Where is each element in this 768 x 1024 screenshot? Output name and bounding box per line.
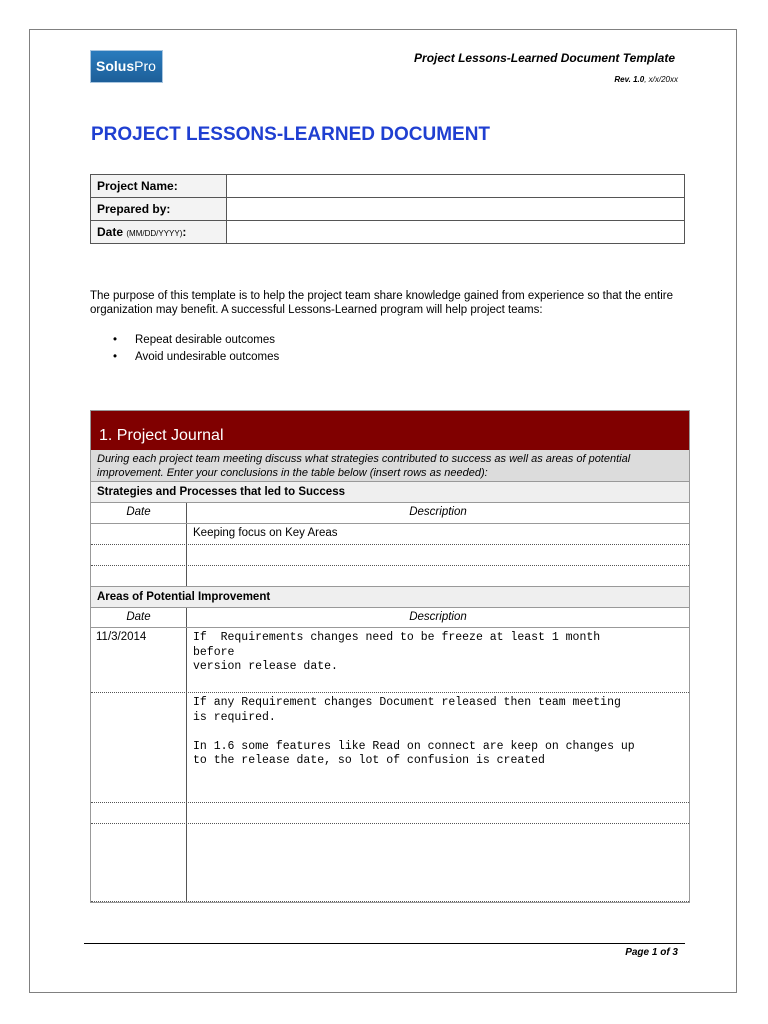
success-description-header: Description bbox=[409, 506, 467, 518]
table-row bbox=[91, 628, 689, 693]
prepared-by-label: Prepared by: bbox=[91, 198, 227, 221]
purpose-paragraph: The purpose of this template is to help the project team share knowledge gained from experience so that the entire organization may benefit. A successful Lessons-Learned program will help project teams: bbox=[90, 290, 674, 316]
project-name-field[interactable] bbox=[227, 175, 685, 198]
row-description-cell[interactable] bbox=[187, 803, 689, 823]
bullet-text: Avoid undesirable outcomes bbox=[135, 351, 280, 363]
row-description-cell[interactable]: Keeping focus on Key Areas bbox=[193, 527, 338, 539]
date-row bbox=[91, 221, 685, 244]
row-description-cell[interactable] bbox=[187, 545, 689, 565]
journal-heading: 1. Project Journal bbox=[91, 411, 689, 450]
outcome-bullet-list bbox=[113, 332, 279, 366]
success-date-header: Date bbox=[91, 503, 187, 523]
template-title: Project Lessons-Learned Document Template bbox=[414, 51, 675, 65]
prepared-by-field[interactable] bbox=[227, 198, 685, 221]
bullet-icon: • bbox=[113, 334, 118, 346]
row-date-cell[interactable] bbox=[91, 524, 187, 544]
row-description-cell[interactable] bbox=[187, 566, 689, 586]
table-row bbox=[91, 545, 689, 566]
row-description-cell[interactable] bbox=[187, 824, 689, 901]
revision-date: , x/x/20xx bbox=[644, 75, 678, 84]
project-journal-table bbox=[90, 410, 690, 903]
table-row bbox=[91, 566, 689, 587]
date-field[interactable] bbox=[227, 221, 685, 244]
logo-accent-text: Pro bbox=[134, 58, 156, 74]
row-date-cell[interactable] bbox=[91, 803, 187, 823]
bullet-icon: • bbox=[113, 351, 118, 363]
bullet-item bbox=[113, 349, 279, 366]
project-name-label: Project Name: bbox=[91, 175, 227, 198]
bullet-item bbox=[113, 332, 279, 349]
row-date-cell[interactable] bbox=[91, 824, 187, 901]
row-description-cell[interactable]: If Requirements changes need to be freeze at least 1 month before version release date. bbox=[193, 631, 601, 673]
date-format-hint: (MM/DD/YYYY) bbox=[126, 229, 183, 238]
improvement-column-headers bbox=[91, 608, 689, 628]
project-name-row bbox=[91, 175, 685, 198]
journal-instructions: During each project team meeting discuss what strategies contributed to success as well as areas of potential improvement. Enter your conclusions in the table below (insert rows as needed): bbox=[91, 450, 689, 482]
row-description-cell[interactable]: If any Requirement changes Document released then team meeting is required. In 1.6 some features like Read on connect are keep on changes up to the release date, so lot of confusion is created bbox=[193, 696, 635, 767]
row-date-cell[interactable] bbox=[91, 545, 187, 565]
row-date-cell[interactable] bbox=[91, 566, 187, 586]
revision-number: Rev. 1.0 bbox=[614, 75, 645, 84]
table-row bbox=[91, 693, 689, 803]
success-section-title: Strategies and Processes that led to Success bbox=[91, 482, 689, 503]
table-row bbox=[91, 824, 689, 902]
project-info-table bbox=[90, 174, 685, 244]
date-label: Date bbox=[97, 225, 124, 239]
row-date-cell[interactable] bbox=[91, 693, 187, 802]
table-row bbox=[91, 524, 689, 545]
bullet-text: Repeat desirable outcomes bbox=[135, 334, 275, 346]
improvement-section-title: Areas of Potential Improvement bbox=[91, 587, 689, 608]
date-label-cell bbox=[91, 221, 227, 244]
prepared-by-row bbox=[91, 198, 685, 221]
solus-pro-logo bbox=[90, 50, 163, 83]
page-number: Page 1 of 3 bbox=[625, 947, 678, 958]
row-date-cell[interactable]: 11/3/2014 bbox=[91, 628, 187, 692]
table-row bbox=[91, 803, 689, 824]
improvement-date-header: Date bbox=[91, 608, 187, 627]
date-colon: : bbox=[182, 225, 187, 239]
revision-label bbox=[614, 75, 678, 84]
success-column-headers bbox=[91, 503, 689, 524]
logo-main-text: Solus bbox=[96, 58, 135, 74]
improvement-description-header: Description bbox=[409, 611, 467, 623]
footer-divider bbox=[84, 943, 685, 944]
document-title: PROJECT LESSONS-LEARNED DOCUMENT bbox=[91, 124, 491, 145]
